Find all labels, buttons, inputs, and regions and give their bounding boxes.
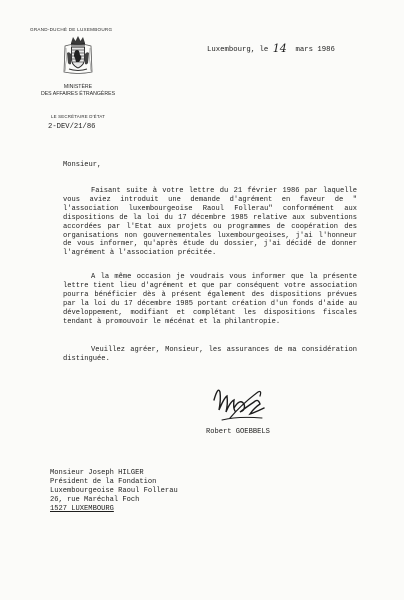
body-paragraph-1: Faisant suite à votre lettre du 21 février 1986 par laquelle vous aviez introduit une demande d'agrément en faveur de " l'association luxembourgeoise Raoul Follerau" conformément aux dispositions de la loi du 17 décembre 1985 relative aux subventions accordées par l'Etat aux projets ou programmes de coopération des organisations non gouvernementales luxembourgeoises, j'ai l'honneur de vous informer, qu'après étude du dossier, j'ai décidé de donner l'agrément à l'association précitée. <box>63 187 357 258</box>
recipient-line-1: Monsieur Joseph HILGER <box>50 469 144 477</box>
salutation: Monsieur, <box>63 161 102 169</box>
recipient-line-5: 1527 LUXEMBOURG <box>50 504 114 513</box>
ministry-line-1: MINISTÈRE <box>63 84 93 90</box>
country-heading: GRAND-DUCHÉ DE LUXEMBOURG <box>30 27 113 32</box>
secretary-of-state-label: LE SECRÉTAIRE D'ÉTAT <box>50 114 106 119</box>
date-month-year: mars 1986 <box>295 46 335 54</box>
recipient-line-2: Président de la Fondation <box>50 477 157 486</box>
body-paragraph-3: Veuillez agréer, Monsieur, les assurances de ma considération distinguée. <box>63 346 357 363</box>
luxembourg-coat-of-arms-icon <box>61 34 95 76</box>
date-day-handwritten: 14 <box>272 42 287 55</box>
recipient-line-3: Luxembourgeoise Raoul Follerau <box>50 486 178 495</box>
reference-number: 2-DEV/21/86 <box>48 123 96 131</box>
recipient-line-4: 26, rue Maréchal Foch <box>50 495 140 504</box>
ministry-line-2: DES AFFAIRES ÉTRANGÈRES <box>40 91 116 97</box>
letter-date <box>207 44 335 55</box>
ministry-name <box>34 84 122 98</box>
recipient-address <box>50 469 178 514</box>
signer-name: Robert GOEBBELS <box>206 428 270 436</box>
date-prefix: Luxembourg, le <box>207 46 269 54</box>
body-paragraph-2: A la même occasion je voudrais vous informer que la présente lettre tient lieu d'agrément et que par conséquent votre association pourra bénéficier dès à présent également des dispositions prévues par la loi du 17 décembre 1985 portant création d'un fonds d'aide au développement, modifiant et complétant les dispositions fiscales tendant à promouvoir le mécénat et la philantropie. <box>63 273 357 326</box>
